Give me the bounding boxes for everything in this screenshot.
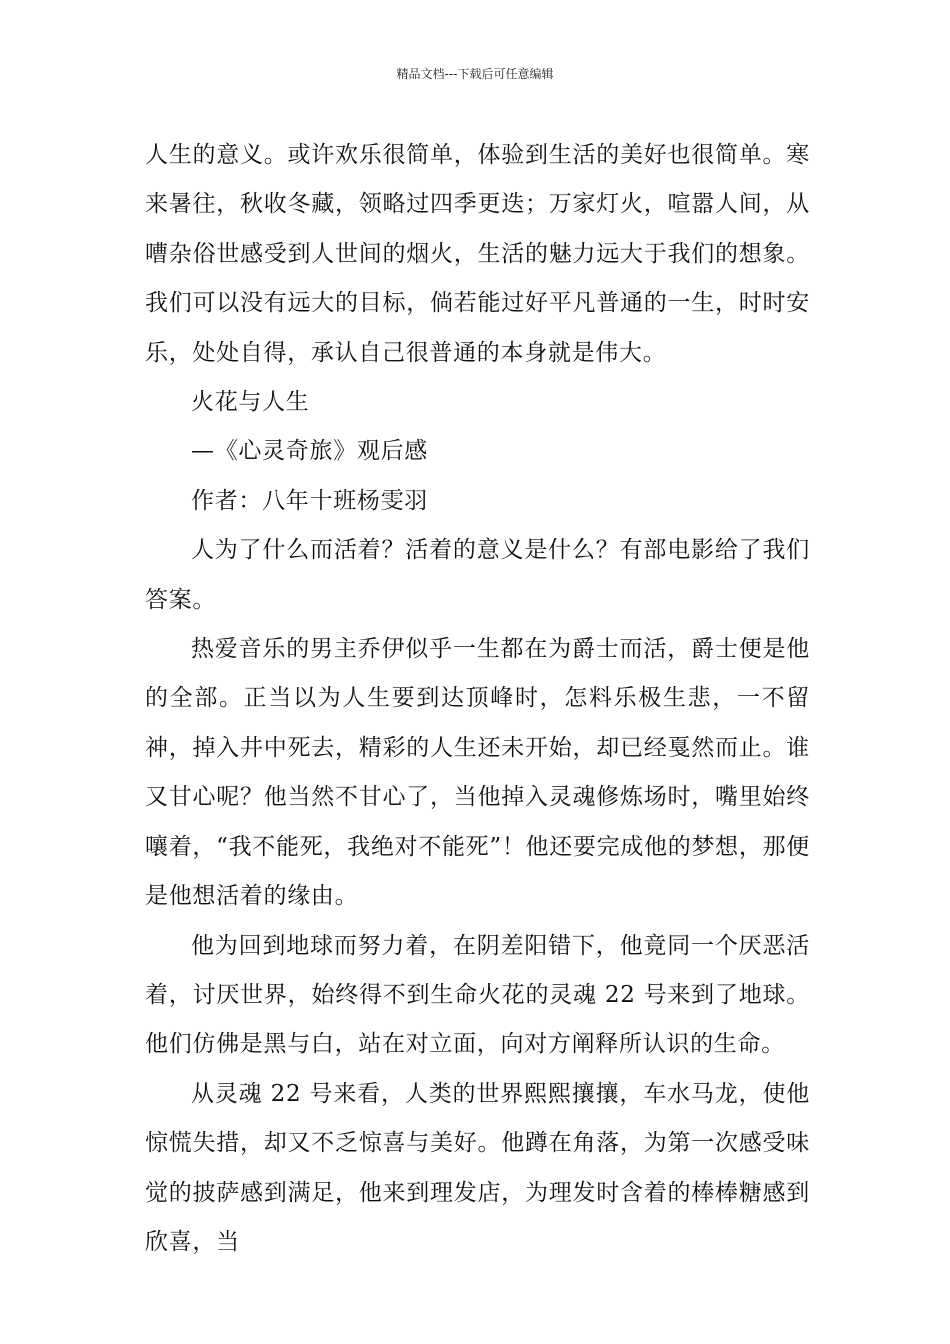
paragraph-continuation: 人生的意义。或许欢乐很简单，体验到生活的美好也很简单。寒来暑往，秋收冬藏，领略过四季更迭；万家灯火，喧嚣人间，从嘈杂俗世感受到人世间的烟火，生活的魅力远大于我们的想象。我们可以没有远大的目标，倘若能过好平凡普通的一生，时时安乐，处处自得，承认自己很普通的本身就是伟大。 (145, 142, 810, 366)
essay-subtitle: —《心灵奇旅》观后感 (191, 438, 428, 465)
paragraph: 人为了什么而活着？活着的意义是什么？有部电影给了我们答案。 (145, 537, 810, 613)
page-header: 精品文档---下载后可任意编辑 (396, 67, 554, 81)
paragraph: 从灵魂 22 号来看，人类的世界熙熙攘攘，车水马龙，使他惊慌失措，却又不乏惊喜与美好。他蹲在角落，为第一次感受味觉的披萨感到满足，他来到理发店，为理发时含着的棒棒糖感到欣喜，当 (145, 1080, 810, 1255)
paragraph: 热爱音乐的男主乔伊似乎一生都在为爵士而活，爵士便是他的全部。正当以为人生要到达顶峰时，怎料乐极生悲，一不留神，掉入井中死去，精彩的人生还未开始，却已经戛然而止。谁又甘心呢？他当然不甘心了，当他掉入灵魂修炼场时，嘴里始终嚷着，“我不能死，我绝对不能死”！他还要完成他的梦想，那便是他想活着的缘由。 (145, 636, 810, 910)
essay-title: 火花与人生 (191, 389, 310, 416)
essay-author: 作者：八年十班杨雯羽 (191, 487, 428, 514)
paragraph: 他为回到地球而努力着，在阴差阳错下，他竟同一个厌恶活着，讨厌世界，始终得不到生命火花的灵魂 22 号来到了地球。他们仿佛是黑与白，站在对立面，向对方阐释所认识的生命。 (145, 932, 810, 1058)
document-body (145, 131, 810, 1267)
